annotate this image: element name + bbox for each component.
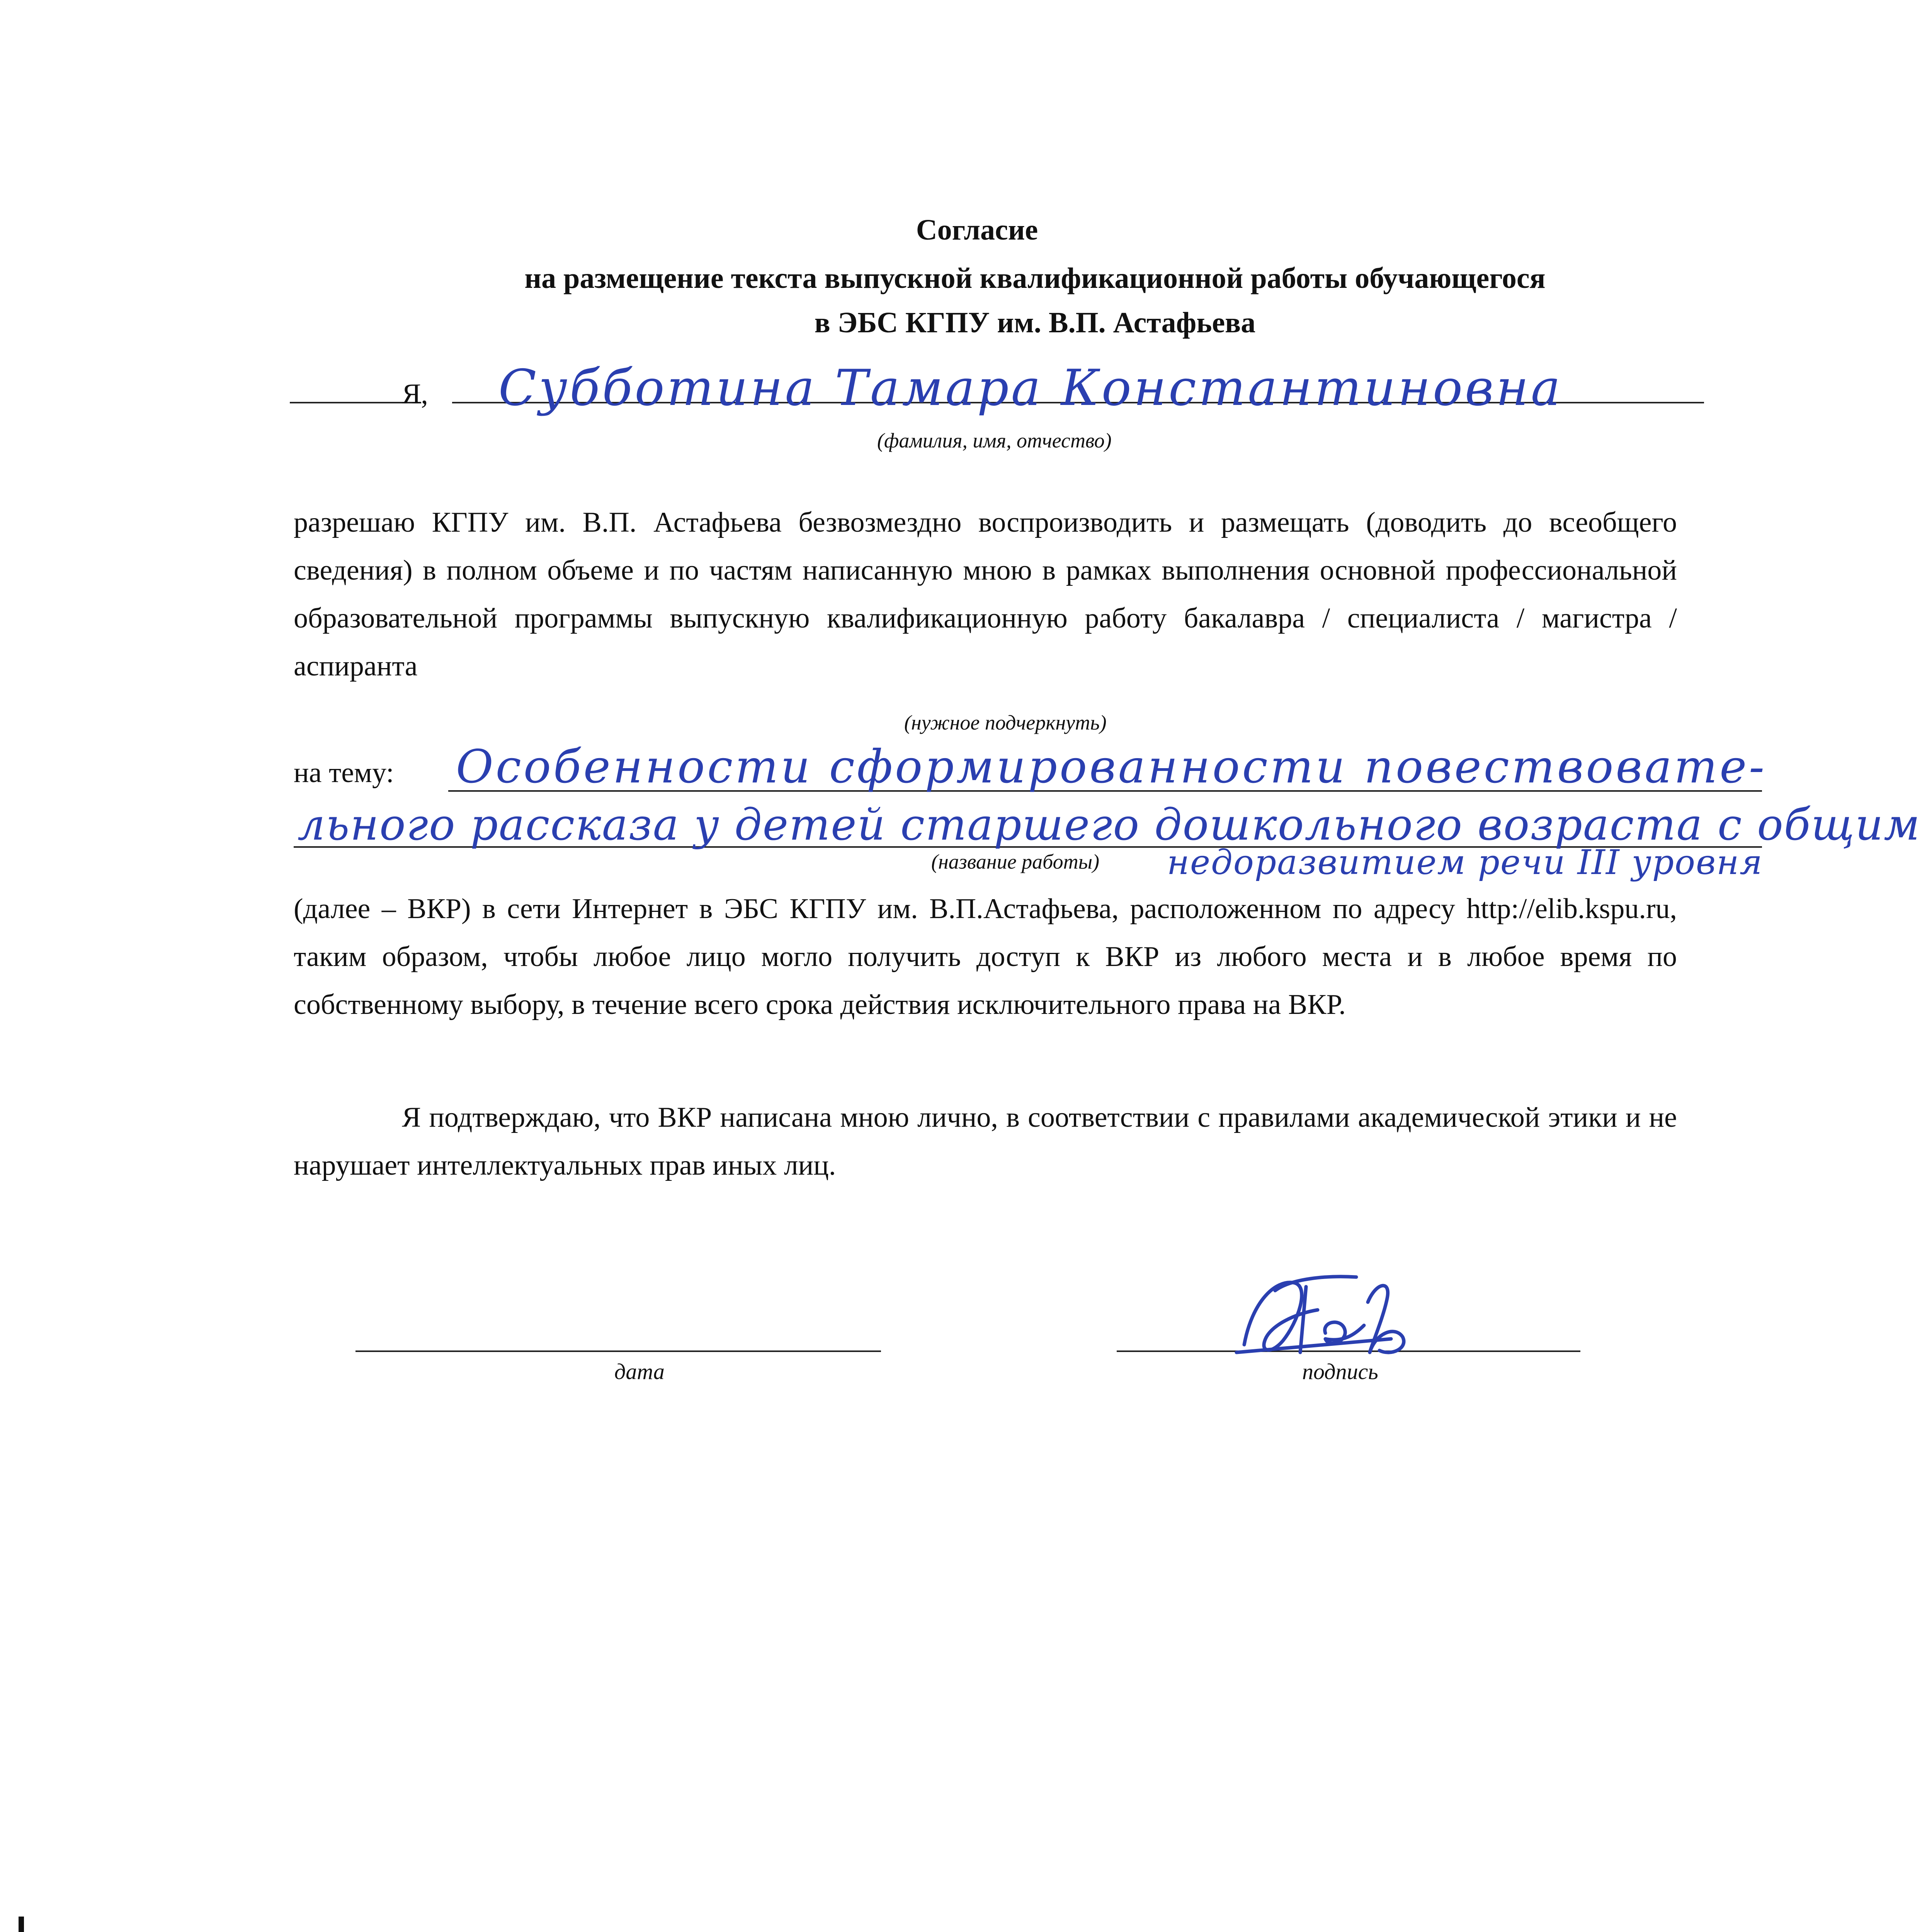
name-caption: (фамилия, имя, отчество) — [877, 429, 1112, 452]
scan-edge-mark — [19, 1917, 24, 1932]
handwritten-full-name: Субботина Тамара Константиновна — [498, 359, 1563, 417]
handwritten-topic-line-1: Особенности сформированности повествовате- — [456, 740, 1767, 793]
signature-caption: подпись — [1302, 1359, 1378, 1384]
name-line-left — [290, 402, 421, 403]
handwritten-topic-line-3: недоразвитием речи III уровня — [1167, 842, 1763, 882]
handwritten-signature — [1229, 1256, 1430, 1387]
date-line — [355, 1350, 881, 1352]
date-caption: дата — [614, 1359, 665, 1384]
underline-caption: (нужное подчеркнуть) — [904, 711, 1107, 734]
publication-paragraph: (далее – ВКР) в сети Интернет в ЭБС КГПУ им. В.П.Астафьева, расположенном по адресу http://elib.kspu.ru, таким образом, чтобы любое лицо могло получить доступ к ВКР из любого места и в любое время по собственному выбору, в течение всего срока действия исключительного права на ВКР. — [294, 893, 1677, 1020]
handwritten-topic-line-2: льного рассказа у детей старшего дошкольного возраста с общим — [298, 800, 1921, 850]
consent-paragraph: разрешаю КГПУ им. В.П. Астафьева безвозмездно воспроизводить и размещать (доводить до всеобщего сведения) в полном объеме и по частям написанную мною в рамках выполнения основной профессиональной образовательной программы выпускную квалификационную работу бакалавра / специалиста / магистра / аспиранта — [294, 507, 1677, 682]
topic-prefix: на тему: — [294, 757, 394, 789]
document-subtitle: на размещение текста выпускной квалификационной работы обучающегося — [524, 262, 1546, 294]
name-prefix: Я, — [402, 378, 428, 410]
document-title: Согласие — [916, 214, 1038, 246]
topic-caption: (название работы) — [931, 850, 1100, 873]
document-subtitle-institution: в ЭБС КГПУ им. В.П. Астафьева — [814, 306, 1256, 339]
confirmation-paragraph: Я подтверждаю, что ВКР написана мною лично, в соответствии с правилами академической этики и не нарушает интеллектуальных прав иных лиц. — [294, 1102, 1677, 1181]
